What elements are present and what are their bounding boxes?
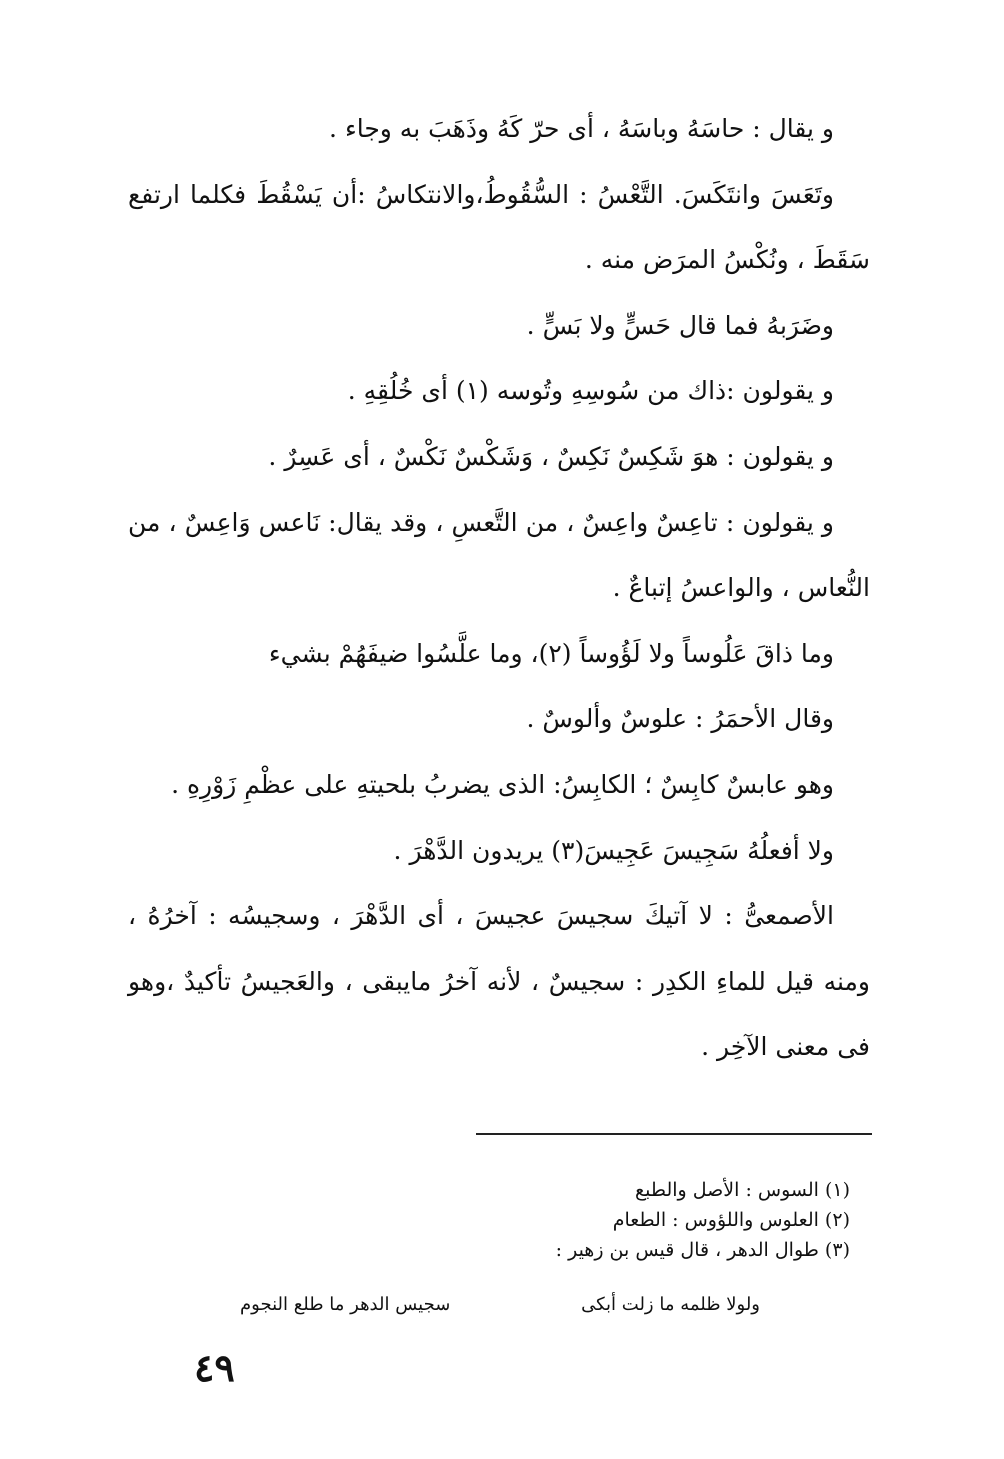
text-line: وضَرَبهُ فما قال حَسٍّ ولا بَسٍّ . [526, 310, 834, 340]
text-line: النُّعاس ، والواعسُ إتباعٌ . [612, 573, 870, 603]
text-line: و يقال : حاسَهُ وباسَهُ ، أى حرّ كَهُ وذَهَبَ به وجاء . [329, 114, 834, 143]
footnote-divider [476, 1133, 872, 1135]
footnote: (٢) العلوس واللؤوس : الطعام [612, 1209, 850, 1231]
footnote: (٣) طوال الدهر ، قال قيس بن زهير : [555, 1239, 850, 1261]
text-line: وتَعَسَ وانتَكَسَ. التَّعْسُ : السُّقُوطُ،والانتكاسُ :أن يَسْقُطَ فكلما ارتفع [128, 179, 834, 209]
footnotes [230, 1175, 850, 1265]
text-line: الأصمعىُّ : لا آتيكَ سجيسَ عجيسَ ، أى الدَّهْرَ ، وسجيسُه : آخرُهُ ، [128, 901, 834, 931]
text-line: فى معنى الآخِر . [701, 1032, 870, 1062]
poetry-verse [240, 1290, 760, 1320]
footnote: (١) السوس : الأصل والطبع [635, 1179, 850, 1201]
page-number: ٤٩ [194, 1345, 235, 1390]
text-line: و يقولون : تاعِسٌ واعِسٌ ، من التَّعسِ ، وقد يقال: نَاعس وَاعِسٌ ، من [128, 507, 834, 537]
verse-second-hemistich: سجيس الدهر ما طلع النجوم [240, 1294, 451, 1315]
text-line: وما ذاقَ عَلُوساً ولا لَؤُوساً (٢)، وما علَّسُوا ضيفَهُمْ بشيء [268, 638, 834, 668]
text-line: وقال الأحمَرُ : علوسٌ وألوسٌ . [526, 704, 834, 734]
text-line: وهو عابسٌ كابِسٌ ؛ الكابِسُ: الذى يضربُ بلحيتهِ على عظْمِ زَوْرِهِ . [171, 769, 834, 799]
text-line: ولا أفعلُهُ سَجِيسَ عَجِيسَ(٣) يريدون الدَّهْرَ . [393, 835, 834, 865]
text-line: و يقولون : هوَ شَكِسٌ نَكِسٌ ، وَشَكْسٌ نَكْسٌ ، أى عَسِرٌ . [268, 441, 834, 471]
text-line: ومنه قيل للماءِ الكدِر : سجيسٌ ، لأنه آخرُ مايبقى ، والعَجيسُ تأكيدٌ ،وهو [128, 966, 870, 996]
verse-first-hemistich: ولولا ظلمه ما زلت أبكى [581, 1294, 760, 1315]
text-line: و يقولون :ذاك من سُوسِهِ وتُوسه (١) أى خُلُقِهِ . [347, 376, 834, 406]
text-line: سَقَطَ ، ونُكْسُ المرَض منه . [584, 245, 870, 275]
main-text [128, 96, 870, 1080]
